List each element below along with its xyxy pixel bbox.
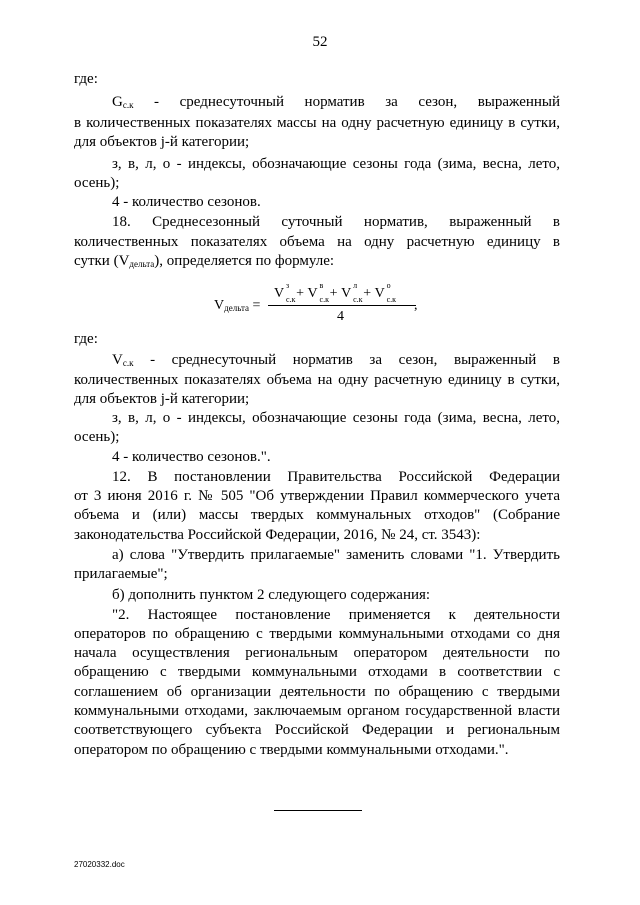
text-fragment: - среднесуточный норматив за сезон, выраженный	[154, 94, 561, 110]
symbol-v: $V_{с.к}$	[112, 352, 134, 368]
definition-line	[112, 351, 560, 370]
text-line: количественных показателях объема на одну расчетную единицу в	[74, 234, 560, 250]
formula-denominator: 4	[337, 309, 344, 324]
formula-lhs: $V_{дельта}$ =	[214, 298, 261, 313]
text-line: в количественных показателях массы на одну расчетную единицу в сутки,	[74, 115, 560, 131]
text-line: "2. Настоящее постановление применяется к деятельности	[112, 607, 560, 623]
footer-doc-id: 27020332.doc	[74, 860, 125, 869]
page-number: 52	[312, 34, 328, 50]
formula-term-spring: V в с.к	[307, 281, 329, 304]
text-line: где:	[74, 71, 98, 87]
formula-term-winter: V з с.к	[274, 281, 296, 304]
text-line: законодательства Российской Федерации, 2016, № 24, ст. 3543):	[74, 527, 481, 543]
text-line: операторов по обращению с твердыми коммунальными отходами со дня	[74, 626, 560, 642]
formula-term-summer: V л с.к	[341, 281, 363, 304]
text-line: оператором по обращению с твердыми коммунальными отходами.".	[74, 742, 509, 758]
text-line: з, в, л, о - индексы, обозначающие сезоны года (зима, весна, лето,	[112, 410, 560, 426]
subscript-delta: дельта	[129, 259, 155, 269]
formula-numerator: V з с.к + V в с.к + V л с.к + V о с.к	[274, 281, 397, 304]
text-line: прилагаемые";	[74, 566, 168, 582]
formula-term-autumn: V о с.к	[374, 281, 397, 304]
text-line: соглашением об организации деятельности по обращению с твердыми	[74, 684, 560, 700]
text-line: количественных показателях объема на одну расчетную единицу в сутки,	[74, 372, 560, 388]
text-line: б) дополнить пунктом 2 следующего содержания:	[112, 587, 431, 603]
text-line: начала осуществления региональным оператором деятельности по	[74, 645, 560, 661]
text-line: от 3 июня 2016 г. № 505 "Об утверждении Правил коммерческого учета	[74, 488, 560, 504]
text-line: а) слова "Утвердить прилагаемые" заменить словами "1. Утвердить	[112, 547, 560, 563]
text-line: 18. Среднесезонный суточный норматив, выраженный в	[112, 214, 560, 230]
symbol-g: $G_{с.к}$	[112, 94, 134, 110]
text-line: для объектов j-й категории;	[74, 391, 250, 407]
text-line: соответствующего субъекта Российской Федерации и региональным	[74, 722, 560, 738]
text-fragment: ), определяется по формуле:	[154, 253, 335, 269]
text-line: 4 - количество сезонов.".	[112, 449, 271, 465]
text-line: обращению с твердыми коммунальными отходами в соответствии с	[74, 664, 560, 680]
text-line: где:	[74, 331, 98, 347]
text-line: з, в, л, о - индексы, обозначающие сезоны года (зима, весна, лето,	[112, 156, 560, 172]
definition-line	[112, 93, 560, 112]
text-line: осень);	[74, 175, 120, 191]
formula-comma: ,	[414, 298, 418, 313]
text-fragment: - среднесуточный норматив за сезон, выраженный в	[150, 352, 560, 368]
formula-v-delta	[0, 281, 640, 328]
text-fragment: сутки (V	[74, 253, 130, 269]
text-line	[74, 252, 560, 271]
text-line: 4 - количество сезонов.	[112, 194, 261, 210]
text-line: осень);	[74, 429, 120, 445]
text-line: объема и (или) массы твердых коммунальных отходов" (Собрание	[74, 507, 560, 523]
text-line: 12. В постановлении Правительства Российской Федерации	[112, 469, 560, 485]
fraction-bar	[268, 305, 416, 306]
text-line: коммунальными отходами, заключаемым органом государственной власти	[74, 703, 560, 719]
text-line: для объектов j-й категории;	[74, 134, 250, 150]
end-rule	[274, 810, 362, 811]
